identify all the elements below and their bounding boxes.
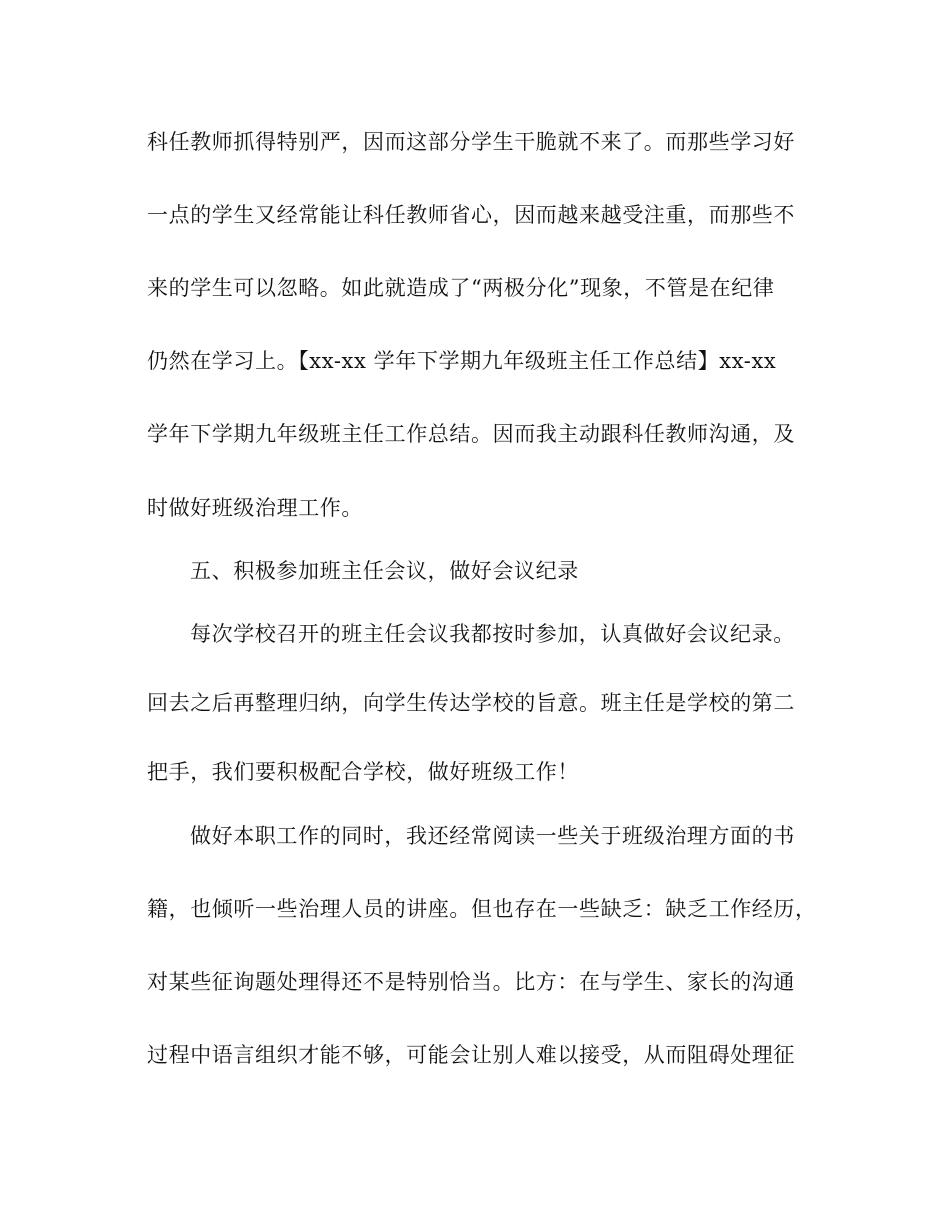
section-heading: 五、积极参加班主任会议，做好会议纪录 (190, 559, 579, 583)
text-line: 对某些征询题处理得还不是特别恰当。比方：在与学生、家长的沟通 (147, 970, 795, 994)
text-line: 把手，我们要积极配合学校，做好班级工作！ (147, 760, 579, 784)
paragraph-start: 每次学校召开的班主任会议我都按时参加，认真做好会议纪录。 (190, 622, 795, 646)
text-line: 回去之后再整理归纳，向学生传达学校的旨意。班主任是学校的第二 (147, 691, 795, 715)
text-line: 一点的学生又经常能让科任教师省心，因而越来越受注重，而那些不 (147, 203, 795, 227)
text-line: 过程中语言组织才能不够，可能会让别人难以接受，从而阻碍处理征 (147, 1043, 795, 1067)
text-line: 科任教师抓得特别严，因而这部分学生干脆就不来了。而那些学习好 (147, 130, 795, 154)
text-line: 来的学生可以忽略。如此就造成了“两极分化”现象，不管是在纪律 (147, 276, 775, 300)
text-line: 仍然在学习上。【xx-xx 学年下学期九年级班主任工作总结】xx-xx (147, 349, 777, 373)
text-line: 时做好班级治理工作。 (147, 496, 363, 520)
paragraph-start: 做好本职工作的同时，我还经常阅读一些关于班级治理方面的书 (190, 824, 795, 848)
text-line: 学年下学期九年级班主任工作总结。因而我主动跟科任教师沟通，及 (147, 422, 795, 446)
text-line: 籍，也倾听一些治理人员的讲座。但也存在一些缺乏：缺乏工作经历， (147, 897, 817, 921)
